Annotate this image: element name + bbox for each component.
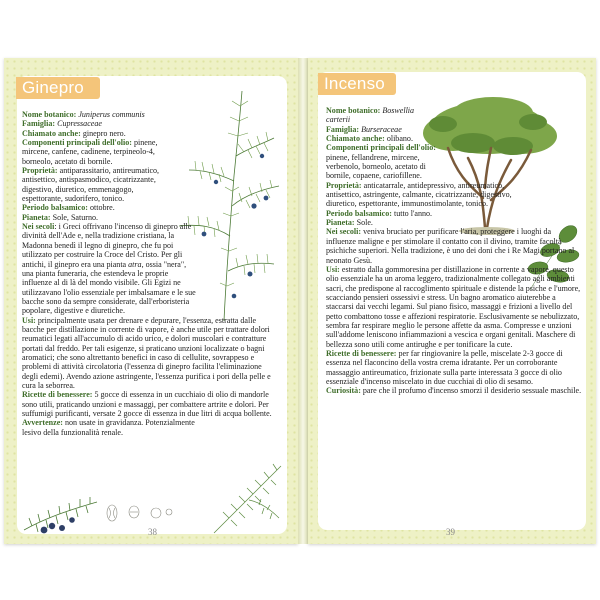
- right-page-title: Incenso: [324, 74, 385, 93]
- pianeta-label: Pianeta:: [22, 212, 51, 222]
- ricette-label: Ricette di benessere:: [326, 348, 397, 358]
- left-page: [4, 58, 298, 544]
- nome-botanico-label: Nome botanico:: [22, 110, 77, 119]
- right-page-number: 39: [446, 527, 455, 537]
- famiglia-label: Famiglia:: [22, 119, 56, 129]
- proprieta-value: antiparassitario, antireumatico, antisettico, antispasmodico, cicatrizzante, digestivo, diuretico, emmenagogo, espettorante, sudorifero, tonico.: [22, 166, 160, 204]
- componenti-value: pinene, mircene, canfene, cadinene, terpineolo-4, borneolo, acetato di bornile.: [22, 138, 158, 166]
- usi-value: estratto dalla gommoresina per distillazione in corrente a vapore, questo olio essenziale ha un aroma leggero, tradizionalmente collegato agli ambienti sacri, che predispone al raccoglimento spirituale e distende la psiche e l'umore, scacciando pensieri ossessivi e stress. Un bagno aromatico aiuterebbe a staccarsi dai vecchi legami. Sul piano fisico, massaggi e frizioni a livello del petto combattono tosse e affezioni respiratorie. Esclusivamente se nebulizzato, sembra far respirare meglio le persone affette da asma. Compresse e unzioni sull'addome leniscono infiammazioni a vescica e organi genitali. Maschere di bellezza sono utili come antirughe e per tonificare la cute.: [326, 264, 581, 349]
- componenti-value: pinene, fellandrene, mircene, verbenolo, borneolo, acetato di bornile, copaene, cariofillene.: [326, 152, 426, 181]
- chiamato-anche-value: olibano.: [386, 134, 413, 144]
- right-page-title-banner: [318, 73, 396, 95]
- periodo-label: Periodo balsamico:: [326, 208, 392, 218]
- chiamato-anche-label: Chiamato anche:: [326, 134, 385, 144]
- usi-label: Usi:: [22, 315, 36, 325]
- pianeta-value: Sole, Saturno.: [52, 212, 98, 222]
- curiosita-value: pare che il profumo d'incenso smorzi il desiderio sessuale maschile.: [362, 386, 582, 396]
- nome-botanico-value: Boswellia carterii: [326, 106, 415, 125]
- nome-botanico-value: Juniperus communis: [78, 110, 145, 119]
- proprieta-label: Proprietà:: [22, 166, 58, 176]
- nome-botanico-label: Nome botanico:: [326, 106, 381, 115]
- secoli-value: veniva bruciato per purificare l'aria, proteggere i luoghi da influenze maligne e per stimolare il contatto con il divino, tramite facoltà psichiche superiori. Nella tradizione, è uno dei doni che i Re Magi portano al neonato Gesù.: [326, 227, 575, 265]
- ricette-label: Ricette di benessere:: [22, 390, 93, 400]
- usi-label: Usi:: [326, 264, 340, 274]
- right-page-body: [326, 106, 582, 396]
- periodo-value: tutto l'anno.: [393, 208, 433, 218]
- secoli-label: Nei secoli: [22, 222, 55, 232]
- ricette-value: per far ringiovanire la pelle, miscelate 2-3 gocce di essenza nel flaconcino della vostra crema idratante. Per un corroborante massaggio antireumatico, frizionate sulla parte interessata 3 gocce di olio essenziale d'incenso miscelato in due cucchiai di olio di sesamo.: [326, 348, 563, 386]
- ricette-value: 5 gocce di essenza in un cucchiaio di olio di mandorle sono utili, praticando unzioni e massaggi, per combattere artrite e dolori. Per suffumigi purificanti, versate 2 gocce di essenza in due litri di acqua bollente.: [22, 390, 272, 418]
- right-page: [308, 58, 596, 544]
- left-page-number: 38: [148, 527, 157, 537]
- left-page-body: [22, 110, 277, 437]
- juniper-berries-illustration: [22, 490, 102, 538]
- curiosita-label: Curiosità:: [326, 386, 361, 396]
- chiamato-anche-label: Chiamato anche:: [22, 128, 81, 138]
- proprieta-label: Proprietà:: [326, 180, 362, 190]
- usi-value: principalmente usata per drenare e depurare, l'essenza, estratta dalle bacche per distillazione in corrente di vapore, è anche utile per trattare dolori reumatici legati all'accumulo di acido urico, e dolori muscolari e contratture portati dal freddo. Per tali esigenze, si praticano unzioni localizzate o bagni aromatici; che sono altrettanto benefici in caso di cellulite, sovrappeso e problemi di attività circolatoria (l'essenza di ginepro facilita l'eliminazione degli edemi). Avendo azione astringente, l'essenza purifica i pori della pelle e cura la seborrea.: [22, 315, 271, 390]
- proprieta-value: anticatarrale, antidepressivo, antireumatico, antisettico, astringente, calmante, cicatrizzante, digestivo, diuretico, espettorante, immunostimolante, tonico.: [326, 180, 512, 209]
- book-spread: [4, 58, 596, 544]
- secoli-value-1: : i Greci offrivano l'incenso di ginepro alle divinità dell'Ade e, nella tradizione cristiana, la Madonna benedì il legno di ginepro, che fu poi utilizzato per costruire la Croce del Cristo. Per gli antichi, il ginepro era una pianta: [22, 222, 192, 269]
- juniper-seed-sketches: [104, 498, 174, 528]
- componenti-label: Componenti principali dell'olio:: [22, 138, 132, 148]
- periodo-label: Periodo balsamico:: [22, 203, 88, 213]
- juniper-twig-illustration: [209, 458, 287, 538]
- famiglia-value: Burseraceae: [361, 124, 402, 134]
- famiglia-label: Famiglia:: [326, 124, 360, 134]
- secoli-label: Nei secoli:: [326, 227, 362, 237]
- book-gutter: [298, 58, 308, 544]
- avvertenze-value: non usate in gravidanza. Potenzialmente lesivo della funzionalità renale.: [22, 418, 195, 437]
- left-page-title-banner: [16, 77, 100, 99]
- secoli-atra: atra: [128, 259, 142, 269]
- famiglia-value: Cupressaceae: [57, 119, 102, 129]
- chiamato-anche-value: ginepro nero.: [82, 128, 126, 138]
- pianeta-label: Pianeta:: [326, 218, 355, 228]
- avvertenze-label: Avvertenze:: [22, 418, 63, 428]
- left-page-title: Ginepro: [22, 78, 84, 97]
- componenti-label: Componenti principali dell'olio:: [326, 143, 436, 153]
- pianeta-value: Sole.: [356, 218, 373, 228]
- secoli-value-2: , ossia "nera", una pianta funeraria, che estendeva le proprie influenze al di là del mondo visibile. Gli Egizi ne utilizzavano l'olio essenziale per imbalsamare e le sue bacche sono da sempre considerate, dall'erboristeria popolare, digestive e diuretiche.: [22, 259, 196, 316]
- periodo-value: ottobre.: [89, 203, 115, 213]
